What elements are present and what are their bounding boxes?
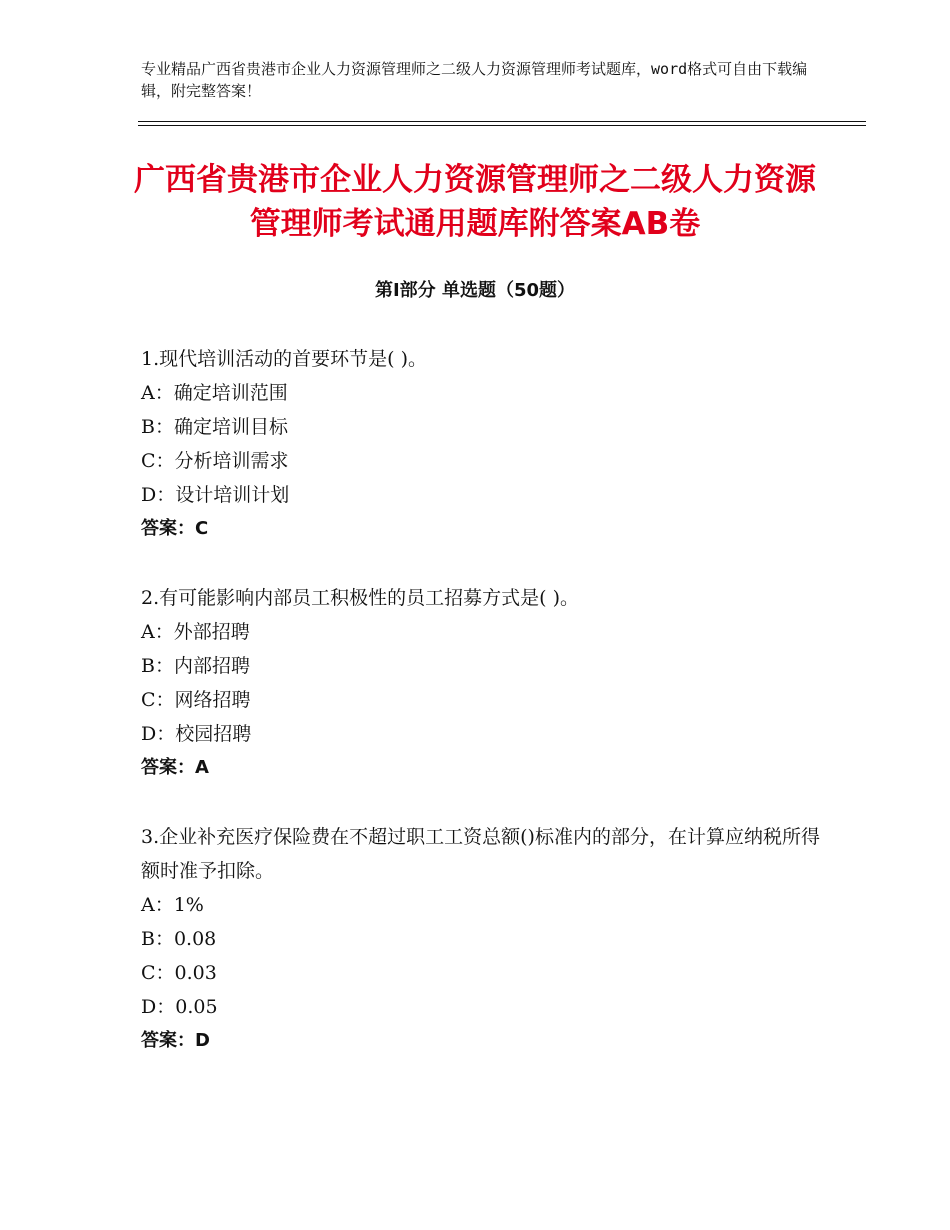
- question-stem: 3.企业补充医疗保险费在不超过职工工资总额()标准内的部分，在计算应纳税所得额时准予扣除。: [141, 826, 820, 882]
- answer: 答案：A: [141, 757, 209, 778]
- option-d: D：设计培训计划: [141, 484, 290, 506]
- option-c: C：0.03: [141, 962, 217, 984]
- option-c: C：网络招聘: [141, 689, 251, 711]
- option-b: B：内部招聘: [141, 655, 250, 677]
- header-note: 专业精品广西省贵港市企业人力资源管理师之二级人力资源管理师考试题库，word格式可自由下载编辑，附完整答案！: [141, 60, 808, 100]
- question-3: [141, 820, 821, 1058]
- option-b: B：0.08: [141, 928, 217, 950]
- section-title: 第Ⅰ部分 单选题（50题）: [374, 280, 575, 301]
- option-c: C：分析培训需求: [141, 450, 289, 472]
- question-stem: 2.有可能影响内部员工积极性的员工招募方式是( )。: [141, 587, 579, 609]
- option-b: B：确定培训目标: [141, 416, 288, 438]
- document-title: 广西省贵港市企业人力资源管理师之二级人力资源管理师考试通用题库附答案AB卷: [134, 162, 816, 242]
- header-rule-top: [138, 121, 866, 122]
- answer: 答案：D: [141, 1030, 210, 1051]
- option-a: A：1%: [141, 894, 204, 916]
- question-stem: 1.现代培训活动的首要环节是( )。: [141, 348, 427, 370]
- option-a: A：确定培训范围: [141, 382, 288, 404]
- option-d: D：0.05: [141, 996, 218, 1018]
- answer: 答案：C: [141, 518, 209, 539]
- header-rule-bottom: [138, 125, 866, 126]
- option-d: D：校园招聘: [141, 723, 252, 745]
- option-a: A：外部招聘: [141, 621, 250, 643]
- question-1: [141, 342, 821, 546]
- question-2: [141, 581, 821, 785]
